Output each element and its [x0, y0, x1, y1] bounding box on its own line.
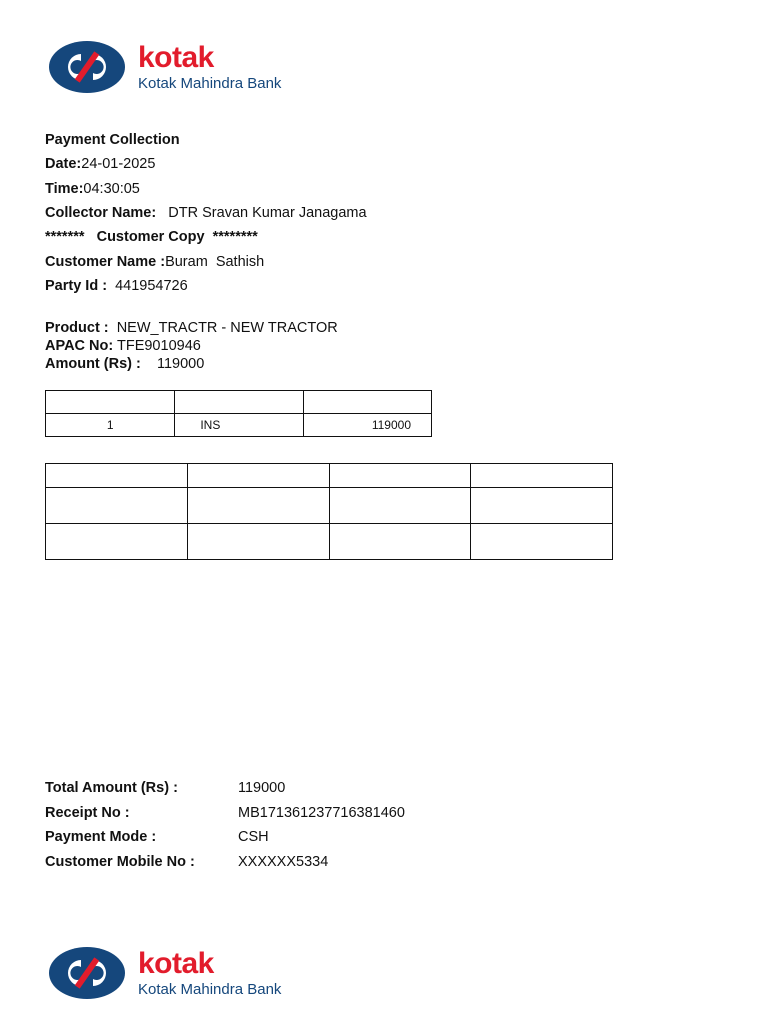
apac-line: [45, 338, 201, 354]
summary-value: MB171361237716381460: [238, 804, 405, 821]
installment-type: INS: [175, 414, 303, 437]
kotak-logo-icon: [48, 946, 126, 1000]
installment-table: [45, 390, 432, 437]
copy-stars-right: ********: [212, 229, 258, 245]
customer-label: Customer Name :: [45, 254, 166, 270]
customer-value: Buram Sathish: [165, 254, 265, 270]
amount-value: 119000: [156, 356, 205, 372]
collector-value: DTR Sravan Kumar Janagama: [168, 205, 367, 221]
apac-value: TFE9010946: [116, 338, 201, 354]
product-label: Product :: [45, 320, 109, 336]
summary-value: 119000: [238, 780, 286, 797]
summary-row-mode: [45, 825, 405, 850]
apac-label: APAC No:: [45, 338, 114, 354]
table-row: [46, 414, 432, 437]
product-value: NEW_TRACTR - NEW TRACTOR: [116, 320, 338, 336]
table-header-cell: [46, 391, 175, 414]
table-cell: [471, 524, 613, 560]
collector-label: Collector Name:: [45, 205, 157, 221]
bank-name: Kotak Mahindra Bank: [138, 75, 282, 92]
table-cell: [46, 524, 188, 560]
copy-label: Customer Copy: [96, 229, 205, 245]
date-label: Date:: [45, 156, 82, 172]
party-label: Party Id :: [45, 278, 108, 294]
collector-line: [45, 205, 367, 221]
copy-line: [45, 229, 258, 245]
summary-row-total: [45, 776, 405, 801]
summary-label: Payment Mode :: [45, 829, 157, 846]
table-cell: [329, 464, 471, 488]
date-line: [45, 156, 155, 172]
time-label: Time:: [45, 181, 84, 197]
page-title: Payment Collection: [45, 132, 180, 148]
payment-summary: [45, 776, 405, 874]
table-header-cell: [303, 391, 431, 414]
bank-name: Kotak Mahindra Bank: [138, 981, 282, 998]
time-value: 04:30:05: [83, 181, 140, 197]
summary-label: Receipt No :: [45, 804, 130, 821]
summary-value: XXXXXX5334: [238, 853, 329, 870]
table-cell: [471, 488, 613, 524]
date-value: 24-01-2025: [81, 156, 156, 172]
empty-table: [45, 463, 613, 560]
summary-value: CSH: [238, 829, 269, 846]
installment-number: 1: [46, 414, 175, 437]
kotak-logo-icon: [48, 40, 126, 94]
table-row: [46, 524, 613, 560]
table-header-cell: [175, 391, 303, 414]
table-cell: [329, 524, 471, 560]
table-cell: [187, 524, 329, 560]
party-line: [45, 278, 188, 294]
amount-label: Amount (Rs) :: [45, 356, 141, 372]
summary-label: Total Amount (Rs) :: [45, 780, 178, 797]
customer-line: [45, 254, 264, 270]
brand-wordmark: kotak: [138, 947, 214, 980]
table-cell: [46, 464, 188, 488]
table-header-row: [46, 391, 432, 414]
summary-row-mobile: [45, 850, 405, 875]
product-line: [45, 320, 338, 336]
installment-amount: 119000: [303, 414, 431, 437]
summary-label: Customer Mobile No :: [45, 853, 195, 870]
table-cell: [471, 464, 613, 488]
table-cell: [187, 464, 329, 488]
party-value: 441954726: [115, 278, 188, 294]
table-cell: [187, 488, 329, 524]
table-header-row: [46, 464, 613, 488]
table-cell: [46, 488, 188, 524]
kotak-logo-top: [48, 40, 281, 94]
copy-stars-left: *******: [45, 229, 85, 245]
summary-row-receipt: [45, 801, 405, 826]
table-row: [46, 488, 613, 524]
amount-line: [45, 356, 204, 372]
table-cell: [329, 488, 471, 524]
kotak-logo-bottom: [48, 946, 281, 1000]
brand-wordmark: kotak: [138, 41, 214, 74]
time-line: [45, 181, 140, 197]
